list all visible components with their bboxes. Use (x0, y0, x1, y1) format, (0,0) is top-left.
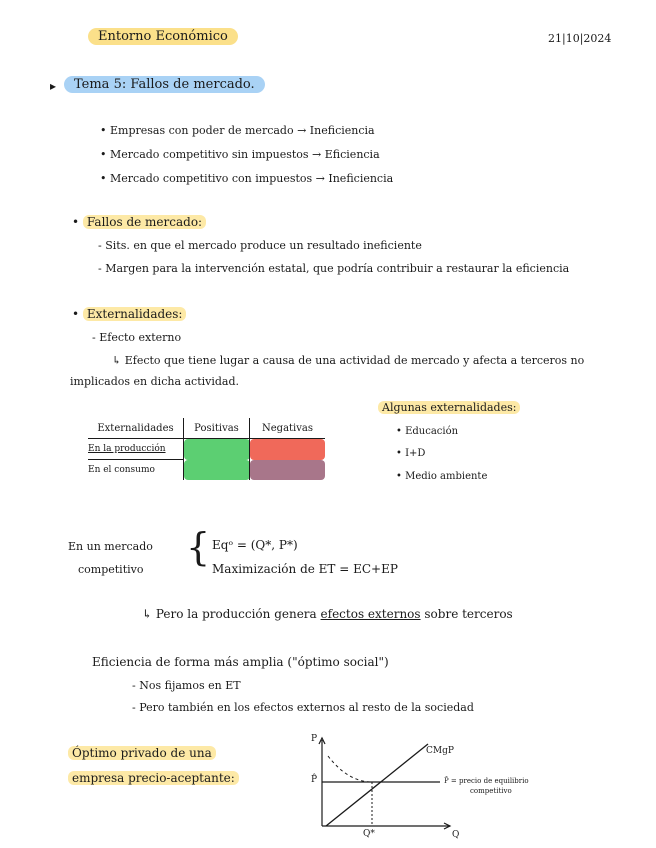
fallos-title: Fallos de mercado: (83, 215, 206, 229)
fallos-item-1: - Sits. en que el mercado produce un resultado ineficiente (98, 239, 422, 252)
pero-text: ↳ Pero la producción genera (142, 607, 317, 621)
cost-curve-dashed (328, 756, 372, 782)
algunas-item-2: • I+D (396, 448, 426, 459)
intro-bullet-3: • Mercado competitivo con impuestos → Ineficiencia (100, 172, 394, 185)
pero-end: sobre terceros (424, 607, 513, 621)
graph-curve-label: CMgP (426, 746, 454, 756)
optimo-text-2: empresa precio-aceptante: (68, 771, 239, 785)
graph-x-label: Q (452, 830, 460, 840)
algunas-item-3: • Medio ambiente (396, 471, 488, 482)
fallos-item-2: - Margen para la intervención estatal, que podría contribuir a restaurar la eficiencia (98, 262, 570, 275)
cell-positiva-produccion (184, 439, 250, 460)
algunas-text-3: Medio ambiente (405, 471, 488, 482)
externalidades-title: Externalidades: (83, 307, 187, 321)
intro-bullet-2: • Mercado competitivo sin impuestos → Eficiencia (100, 148, 380, 161)
curly-brace: { (186, 525, 211, 569)
intro-text-1: Empresas con poder de mercado → Ineficiencia (110, 124, 375, 137)
table-header-externalidades: Externalidades (88, 418, 184, 439)
algunas-title: Algunas externalidades: (378, 401, 520, 414)
table-header-negativas: Negativas (250, 418, 326, 439)
externalities-table (88, 418, 325, 480)
pero-line (142, 607, 513, 621)
algunas-item-1: • Educación (396, 426, 459, 437)
table-row (88, 439, 325, 460)
table-row (88, 460, 325, 481)
graph-y-label: P (311, 734, 318, 744)
table-header-row (88, 418, 325, 439)
eficiencia-title: Eficiencia de forma más amplia ("óptimo social") (92, 655, 389, 669)
graph-q-star: Q* (363, 829, 375, 839)
algunas-text-1: Educación (405, 426, 459, 437)
cell-negativa-consumo (250, 460, 326, 481)
mercado-label-2: competitivo (78, 563, 144, 576)
cell-negativa-produccion (250, 439, 326, 460)
intro-bullet-1: • Empresas con poder de mercado → Ineficiencia (100, 124, 375, 137)
externalidades-heading: • Externalidades: (72, 307, 186, 321)
graph-price-label: P̂ = precio de equilibrio (444, 777, 529, 785)
graph-price-label-2: competitivo (470, 787, 512, 795)
mercado-label-1: En un mercado (68, 540, 153, 553)
topic-arrow-icon: ▸ (50, 79, 57, 93)
table-row-label-consumo: En el consumo (88, 465, 155, 475)
table-row-label-produccion: En la producción (88, 439, 184, 460)
intro-text-2: Mercado competitivo sin impuestos → Eficiencia (110, 148, 380, 161)
efecto-definition-2: implicados en dicha actividad. (70, 375, 240, 388)
efecto-definition-1: ↳ Efecto que tiene lugar a causa de una actividad de mercado y afecta a terceros no (112, 354, 585, 367)
equilibrium-formula: Eqᵒ = (Q*, P*) (212, 538, 298, 552)
cell-positiva-consumo (184, 460, 250, 481)
intro-text-3: Mercado competitivo con impuestos → Ineficiencia (110, 172, 394, 185)
pero-underlined: efectos externos (320, 607, 421, 621)
topic-title: Tema 5: Fallos de mercado. (64, 76, 265, 93)
cmg-curve (326, 744, 428, 826)
optimo-line-2 (68, 771, 239, 785)
algunas-text-2: I+D (405, 448, 426, 459)
eficiencia-item-1: - Nos fijamos en ET (132, 679, 241, 692)
table-header-positivas: Positivas (184, 418, 250, 439)
page-date: 21|10|2024 (548, 32, 612, 45)
optimo-text-1: Óptimo privado de una (68, 746, 216, 760)
eficiencia-item-2: - Pero también en los efectos externos al resto de la sociedad (132, 701, 474, 714)
efecto-externo: - Efecto externo (92, 331, 182, 344)
fallos-heading: • Fallos de mercado: (72, 215, 206, 229)
page-title: Entorno Económico (88, 28, 238, 45)
optimo-line-1 (68, 746, 216, 760)
graph-p-hat: P̂ (311, 775, 318, 785)
maximization-formula: Maximización de ET = EC+EP (212, 562, 398, 576)
